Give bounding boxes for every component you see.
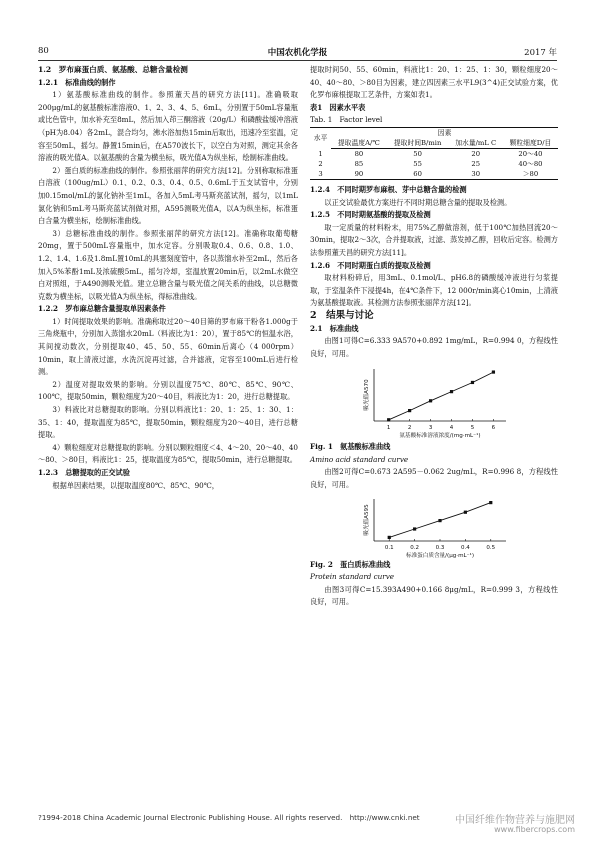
section-2-heading: 2 结果与讨论 — [310, 309, 374, 321]
table-cell: 50 — [413, 149, 422, 158]
x-axis-label: 标准蛋白质含量/(μg·mL⁻¹) — [405, 552, 475, 559]
paragraph-fig2-equation: 由图2可得C=0.673 2A595－0.062 2ug/mL，R=0.996 8，方程线性良好，可用。 — [310, 467, 558, 490]
paragraph-time-effect: 1）时间提取效果的影响。准确称取过20～40目筛的罗布麻干粉各1.000g于三角烧瓶中，分别加入蒸馏水20mL（料液比为1：20），置于85℃的恒温水浴，其间搅动数次，分别提取40、45、50、55、60min后离心（4 000rpm）10min，取上清液过滤，水洗沉淀再过滤，合并滤液，定容至100mL后进行检测。 — [38, 316, 298, 377]
table-col-header: 提取温度A/℃ — [331, 138, 386, 149]
x-axis-label: 氨基酸标准溶液浓度/(mg·mL⁻¹) — [399, 433, 481, 440]
data-point — [438, 519, 441, 522]
figure-1-caption-en: Amino acid standard curve — [310, 454, 409, 464]
paragraph-particle-effect: 4）颗粒细度对总糖提取的影响。分别以颗粒细度＜4、4～20、20～40、40～80、＞80目，料液比1：25，提取温度为85℃，提取50min，进行总糖提取。 — [38, 442, 298, 465]
page-number: 80 — [38, 46, 49, 56]
paragraph-protein-curve: 2）蛋白质的标准曲线的制作。参照张丽萍的研究方法[12]。分别称取标准蛋白溶液（100ug/mL）0.1、0.2、0.3、0.4、0.5、0.6mL于五支试管中，分别加0.15mol/mL的氯化钠补至1mL，各加入5mL考马斯亮蓝试剂，摇匀，以1mL氯化钠和5mL考马斯亮蓝试剂做对照，A595测吸光值A，以A为纵坐标，标准蛋白含量为横坐标，绘制标准曲线。 — [38, 165, 298, 226]
watermark-text: 中国纤维作物营养与施肥网 — [455, 815, 575, 826]
data-point — [387, 418, 390, 421]
paragraph-temperature-effect: 2）温度对提取效果的影响。分别以温度75℃、80℃、85℃、90℃、100℃，提取50min，颗粒细度为20～40目，料液比为1：20，进行总糖提取。 — [38, 379, 298, 402]
x-tick-label: 0.3 — [435, 544, 445, 551]
table-cell: 40～80 — [518, 159, 543, 168]
data-point — [464, 510, 467, 513]
heading-1-2-1: 1.2.1 标准曲线的制作 — [38, 77, 116, 87]
y-axis-label: 吸光值A570 — [364, 379, 370, 411]
journal-name: 中国农机化学报 — [267, 48, 328, 58]
data-point — [489, 501, 492, 504]
x-tick-label: 1 — [386, 425, 391, 432]
table-row-header: 水平 — [310, 127, 331, 148]
data-point — [492, 371, 495, 374]
data-point — [450, 390, 453, 393]
running-header — [38, 44, 557, 61]
heading-1-2-4: 1.2.4 不同时期罗布麻根、芽中总糖含量的检测 — [310, 184, 467, 194]
table-col-header: 加水量/mL C — [449, 138, 503, 149]
table-cell: 25 — [471, 159, 481, 168]
data-point — [408, 409, 411, 412]
paragraph-ratio-effect: 3）料液比对总糖提取的影响。分别以料液比1：20、1：25、1：30、1：35、1：40，提取温度为85℃，提取50min，颗粒细度为20～40目，进行总糖提取。 — [38, 405, 298, 440]
table-cell: ＞80 — [503, 169, 558, 180]
paragraph-orthogonal-end: 提取时间50、55、60min，料液比1：20、1：25、1：30，颗粒细度20～40、40～80、＞80目为因素，建立四因素三水平L9(3^4)正交试验方案，优化罗布麻根提取工艺条件，方案如表1。 — [310, 65, 558, 100]
paragraph-sugar-curve: 3）总糖标准曲线的制作。参照张丽萍的研究方法[12]。准确称取葡萄糖20mg，置于500mL容量瓶中，加水定容。分别吸取0.4、0.6、0.8、1.0、1.2、1.4、1.6及1.8mL置10mL的具塞刻度管中，各以蒸馏水补至2mL，然后各加入5%苯酚1mL及浓硫酸5mL，摇匀冷却，室温放置20min后，以2mL水做空白对照组，于A490测吸光值。建立总糖含量与吸光值之间关系的曲线，以总糖微克数为横坐标，以吸光值A为纵坐标，得标准曲线。 — [38, 228, 298, 301]
factor-level-table — [310, 127, 558, 180]
table-cell: 90 — [331, 169, 386, 180]
table-cell: 85 — [354, 159, 364, 168]
paragraph-sugar-periods: 以正交试验最优方案进行不同时期总糖含量的提取及检测。 — [324, 197, 512, 207]
paragraph-orthogonal-start: 根据单因素结果，以提取温度80℃、85℃、90℃， — [52, 480, 219, 490]
figure-2-caption: Fig. 2 蛋白质标准曲线 — [310, 559, 391, 569]
table-row — [310, 159, 558, 169]
table-cell: 3 — [310, 169, 331, 180]
series-line — [389, 372, 494, 420]
table-caption-en: Tab. 1 Factor level — [310, 115, 383, 125]
figure-1 — [310, 363, 558, 441]
data-point — [429, 399, 432, 402]
paragraph-amino-curve: 1）氨基酸标准曲线的制作。参照董天昌的研究方法[11]。准确吸取200μg/mL的氨基酸标准溶液0、1、2、3、4、5、6mL，分别置于50mL容量瓶或比色管中，加水补充至8mL，然后加入茚三酮溶液（20g/L）和磷酸盐缓冲溶液（pH为8.04）各2mL，混合均匀，沸水浴加热15min后取出，迅速冷至室温，定容至50mL，摇匀。静置15min后，在A570波长下，以空白为对照，测定其余各溶液的吸光值A。以氨基酸的含量为横坐标，吸光值A为纵坐标，绘制标准曲线。 — [38, 90, 298, 163]
heading-1-2: 1.2 罗布麻蛋白质、氨基酸、总糖含量检测 — [38, 65, 188, 74]
x-tick-label: 4 — [449, 425, 454, 432]
table-cell: 20 — [471, 149, 481, 158]
table-caption: 表1 因素水平表 — [310, 102, 366, 112]
paragraph-fig3-equation: 由图3可得C=15.393A490+0.166 8μg/mL，R=0.999 3，方程线性良好，可用。 — [310, 584, 558, 607]
data-point — [413, 527, 416, 530]
heading-1-2-5: 1.2.5 不同时期氨基酸的提取及检测 — [310, 210, 431, 220]
x-tick-label: 6 — [491, 425, 496, 432]
heading-2-1: 2.1 标准曲线 — [310, 323, 359, 333]
table-col-header: 颗粒细度D/目 — [503, 138, 558, 149]
heading-1-2-3: 1.2.3 总糖提取的正交试验 — [38, 468, 130, 477]
x-tick-label: 2 — [407, 425, 412, 432]
x-tick-label: 0.2 — [410, 544, 419, 551]
heading-1-2-6: 1.2.6 不同时期蛋白质的提取及检测 — [310, 260, 431, 270]
x-tick-label: 0.4 — [461, 544, 470, 551]
table-col-header: 提取时间B/min — [387, 138, 449, 149]
table-cell: 55 — [413, 159, 422, 168]
data-point — [388, 535, 391, 538]
x-tick-label: 3 — [428, 425, 433, 432]
x-tick-label: 0.5 — [486, 544, 496, 551]
copyright-notice: ?1994-2018 China Academic Journal Electronic Publishing House. All rights reserved. http://www.cnki.net — [38, 813, 420, 822]
heading-1-2-2: 1.2.2 罗布麻总糖含量提取单因素条件 — [38, 304, 166, 314]
table-cell: 1 — [318, 149, 323, 158]
right-column — [310, 64, 558, 609]
paragraph-protein-extraction: 取材料粉碎后，用3mL、0.1mol/L、pH6.8的磷酸缓冲液进行匀浆提取，于室温条件下浸提4h，在4℃条件下，12 000r/min离心10min，上清液为氨基酸提取液。其检测方法参照张丽萍方法[12]。 — [310, 273, 558, 308]
table-row — [310, 148, 558, 159]
x-tick-label: 0.1 — [384, 544, 394, 551]
table-cell: 60 — [387, 169, 449, 180]
table-cell: 80 — [354, 149, 364, 158]
paragraph-fig1-equation: 由图1可得C=6.333 9A570+0.892 1mg/mL，R=0.994 0，方程线性良好，可用。 — [310, 336, 558, 358]
journal-year: 2017 年 — [524, 48, 557, 58]
figure-2 — [310, 495, 558, 559]
page-footer — [38, 813, 575, 834]
table-cell: 30 — [449, 169, 503, 180]
data-point — [471, 381, 474, 384]
watermark-url: www.fibercrops.com — [494, 825, 575, 834]
paragraph-amino-extraction: 取一定质量的材料粉末，用75%乙醇做溶剂，低于100℃加热回流20～30min，提取2～3次，合并提取液，过滤、蒸发掉乙醇，回收后定容。检测方法参照董天昌的研究方法[11]。 — [310, 222, 558, 257]
protein-chart — [310, 495, 558, 559]
table-cell: 20～40 — [518, 149, 543, 158]
table-cell: 2 — [318, 159, 323, 168]
table-row — [310, 169, 558, 180]
figure-2-caption-en: Protein standard curve — [310, 572, 395, 582]
figure-1-caption: Fig. 1 氨基酸标准曲线 — [310, 442, 391, 452]
x-tick-label: 5 — [470, 425, 475, 432]
y-axis-label: 吸光值A595 — [364, 504, 370, 536]
left-column — [38, 64, 298, 492]
amino-acid-chart — [310, 363, 558, 441]
table-group-header: 因素 — [331, 127, 558, 138]
